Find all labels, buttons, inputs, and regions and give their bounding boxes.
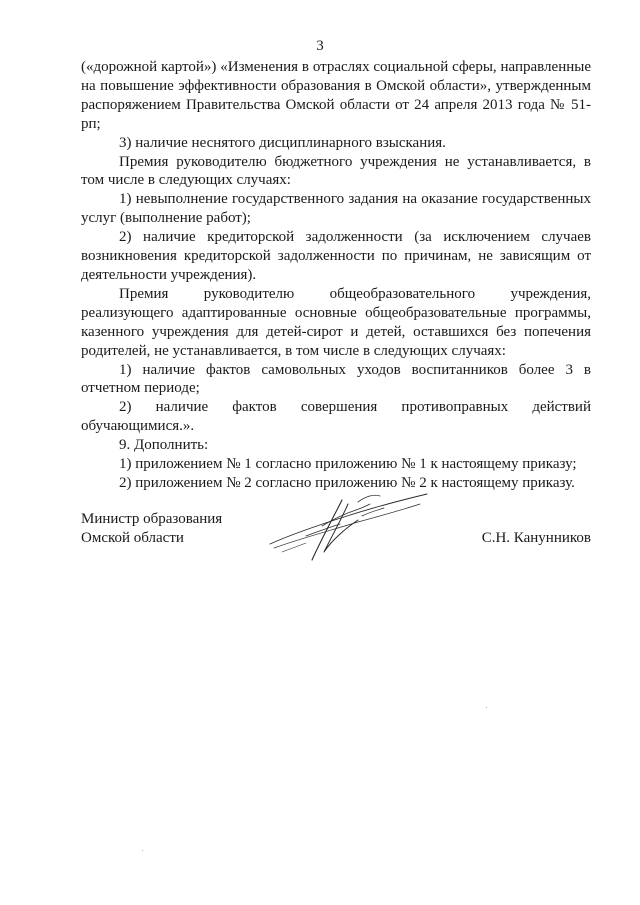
signatory-title (81, 510, 222, 548)
paragraph: 9. Дополнить: (119, 437, 209, 454)
scan-speck (142, 850, 143, 851)
paragraph: 1) невыполнение государственного задания на оказание государственных услуг (выполнение работ); (81, 191, 591, 227)
paragraph: 1) наличие фактов самовольных уходов воспитанников более 3 в отчетном периоде; (81, 361, 591, 397)
paragraph: 1) приложением № 1 согласно приложению № 1 к настоящему приказу; (119, 456, 577, 473)
document-body (81, 58, 591, 493)
paragraph: 2) приложением № 2 согласно приложению № 2 к настоящему приказу. (119, 474, 575, 491)
handwritten-signature (262, 486, 432, 566)
paragraph: Премия руководителю бюджетного учреждения не устанавливается, в том числе в следующих случаях: (81, 153, 591, 189)
signatory-name: С.Н. Канунников (481, 530, 591, 546)
signatory-title-line1: Министр образования (81, 511, 223, 527)
scan-speck (486, 707, 487, 708)
page-number: 3 (316, 38, 324, 54)
paragraph: 2) наличие кредиторской задолженности (за исключением случаев возникновения кредиторской задолженности по причинам, не зависящим от деятельности учреждения). (81, 229, 591, 283)
signatory-title-line2: Омской области (81, 530, 184, 546)
paragraph: 2) наличие фактов совершения противоправных действий обучающимися.». (81, 399, 591, 435)
paragraph: («дорожной картой») «Изменения в отраслях социальной сферы, направленные на повышение эффективности образования в Омской области», утвержденным распоряжением Правительства Омской области от 24 апреля 2013 года № 51-рп; (81, 59, 591, 132)
paragraph: Премия руководителю общеобразовательного учреждения, реализующего адаптированные основные общеобразовательные программы, казенного учреждения для детей-сирот и детей, оставшихся без попечения родителей, не устанавливается, в том числе в следующих случаях: (81, 285, 591, 359)
paragraph: 3) наличие неснятого дисциплинарного взыскания. (119, 134, 446, 151)
